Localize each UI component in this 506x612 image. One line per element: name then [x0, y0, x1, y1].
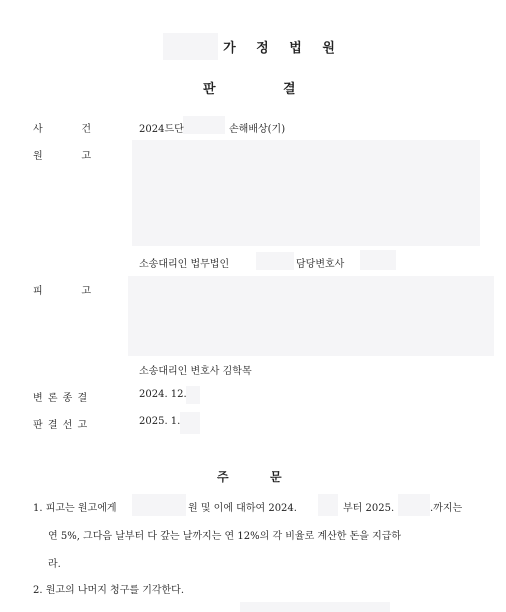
case-number: 2024드단	[139, 124, 184, 135]
redaction-date-1	[318, 494, 338, 516]
case-label	[33, 120, 91, 135]
closing-date: 2024. 12.	[139, 389, 187, 400]
redaction-attorney-name	[360, 250, 396, 270]
redaction-plaintiff-firm	[256, 252, 294, 270]
order-item1-part-c: 부터 2025.	[343, 503, 395, 514]
plaintiff-label	[33, 147, 91, 162]
redaction-amount	[132, 494, 186, 516]
order-item2: 2. 원고의 나머지 청구를 기각한다.	[33, 585, 185, 596]
plaintiff-attorney: 담당변호사	[296, 259, 345, 270]
redaction-closing-date	[186, 386, 200, 404]
redaction-bottom	[240, 602, 390, 612]
title-char-1: 판	[203, 82, 216, 97]
court-name: 가 정 법 원	[223, 41, 343, 56]
redaction-date-2	[398, 494, 430, 516]
plaintiff-counsel: 소송대리인 법무법인	[139, 259, 230, 270]
plaintiff-label-2: 고	[81, 151, 91, 162]
ruling-date: 2025. 1.	[139, 416, 181, 427]
redaction-ruling-date	[180, 412, 200, 434]
case-name: 손해배상(기)	[229, 124, 286, 135]
plaintiff-label-1: 원	[33, 151, 43, 162]
defendant-label	[33, 282, 91, 297]
title-char-2: 결	[283, 82, 296, 97]
order-item1-part-b: 원 및 이에 대하여 2024.	[188, 503, 297, 514]
defendant-label-1: 피	[33, 286, 43, 297]
redaction-defendant-info	[128, 276, 494, 356]
order-title-char-2: 문	[270, 470, 282, 484]
order-item1-line2: 연 5%, 그다음 날부터 다 갚는 날까지는 연 12%의 각 비율로 계산한 돈을 지급하	[48, 531, 402, 542]
case-label-1: 사	[33, 124, 43, 135]
closing-label: 변 론 종 결	[33, 393, 89, 404]
redaction-case-number	[183, 116, 225, 134]
defendant-label-2: 고	[81, 286, 91, 297]
order-item1-line3: 라.	[48, 559, 61, 570]
case-label-2: 건	[81, 124, 91, 135]
redaction-plaintiff-info	[132, 140, 480, 246]
order-item1-part-d: .까지는	[430, 503, 463, 514]
order-item1-part-a: 1. 피고는 원고에게	[33, 503, 117, 514]
defendant-counsel: 소송대리인 변호사 김학목	[139, 366, 252, 377]
order-title-char-1: 주	[217, 470, 229, 484]
ruling-label: 판 결 선 고	[33, 420, 89, 431]
